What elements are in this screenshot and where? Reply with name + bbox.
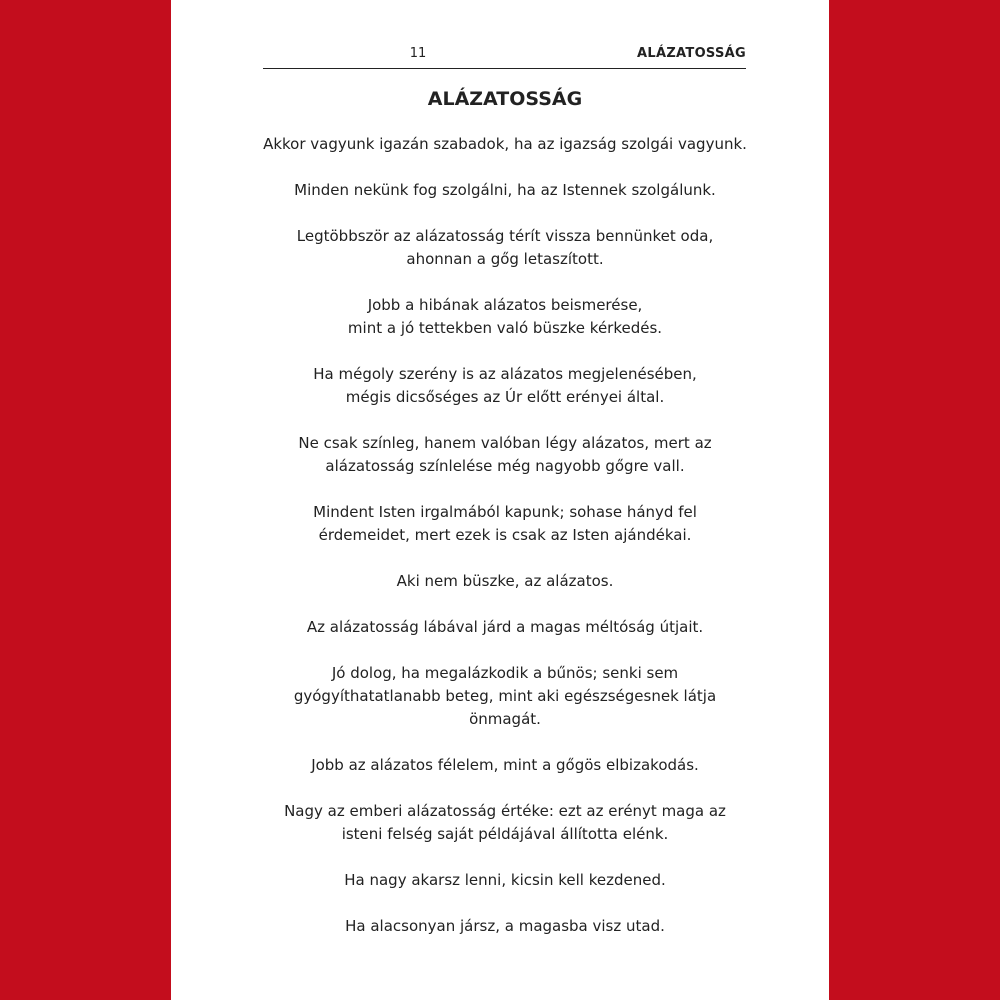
quote-line: Ha alacsonyan jársz, a magasba visz utad. <box>345 917 665 935</box>
quote-list <box>211 133 799 961</box>
quote-line: Jobb az alázatos félelem, mint a gőgös elbizakodás. <box>311 756 699 774</box>
running-header <box>263 44 746 69</box>
quote-line: önmagát. <box>469 710 541 728</box>
quote-line: mégis dicsőséges az Úr előtt erényei által. <box>345 388 665 406</box>
quote-line: ahonnan a gőg letaszított. <box>406 250 604 268</box>
quote-line: Ha mégoly szerény is az alázatos megjelenésében, <box>313 365 697 383</box>
quote-paragraph <box>211 225 799 271</box>
quote-paragraph <box>211 432 799 478</box>
quote-paragraph <box>211 179 799 202</box>
quote-line: Akkor vagyunk igazán szabadok, ha az igazság szolgái vagyunk. <box>263 135 747 153</box>
quote-paragraph <box>211 800 799 846</box>
quote-line: Ha nagy akarsz lenni, kicsin kell kezdened. <box>344 871 666 889</box>
quote-paragraph <box>211 363 799 409</box>
page-number: 11 <box>409 46 427 61</box>
quote-line: isteni felség saját példájával állította elénk. <box>341 825 669 843</box>
page-title: ALÁZATOSSÁG <box>427 88 583 110</box>
quote-line: gyógyíthatatlanabb beteg, mint aki egészségesnek látja <box>293 687 717 705</box>
quote-line: Legtöbbször az alázatosság térít vissza bennünket oda, <box>296 227 714 245</box>
quote-paragraph <box>211 869 799 892</box>
quote-line: alázatosság színlelése még nagyobb gőgre vall. <box>325 457 685 475</box>
quote-paragraph <box>211 570 799 593</box>
quote-line: mint a jó tettekben való büszke kérkedés. <box>347 319 663 337</box>
quote-paragraph <box>211 754 799 777</box>
quote-line: Az alázatosság lábával járd a magas méltóság útjait. <box>306 618 704 636</box>
quote-paragraph <box>211 616 799 639</box>
quote-line: Jobb a hibának alázatos beismerése, <box>367 296 643 314</box>
quote-line: Nagy az emberi alázatosság értéke: ezt az erényt maga az <box>284 802 726 820</box>
quote-line: Aki nem büszke, az alázatos. <box>396 572 614 590</box>
running-title: ALÁZATOSSÁG <box>637 46 746 61</box>
book-page <box>171 0 829 1000</box>
quote-paragraph <box>211 133 799 156</box>
quote-line: érdemeidet, mert ezek is csak az Isten ajándékai. <box>318 526 692 544</box>
quote-paragraph <box>211 294 799 340</box>
quote-paragraph <box>211 662 799 731</box>
quote-line: Jó dolog, ha megalázkodik a bűnös; senki sem <box>331 664 679 682</box>
quote-line: Ne csak színleg, hanem valóban légy alázatos, mert az <box>298 434 712 452</box>
quote-paragraph <box>211 915 799 938</box>
quote-paragraph <box>211 501 799 547</box>
quote-line: Minden nekünk fog szolgálni, ha az Istennek szolgálunk. <box>294 181 716 199</box>
quote-line: Mindent Isten irgalmából kapunk; sohase hányd fel <box>313 503 697 521</box>
